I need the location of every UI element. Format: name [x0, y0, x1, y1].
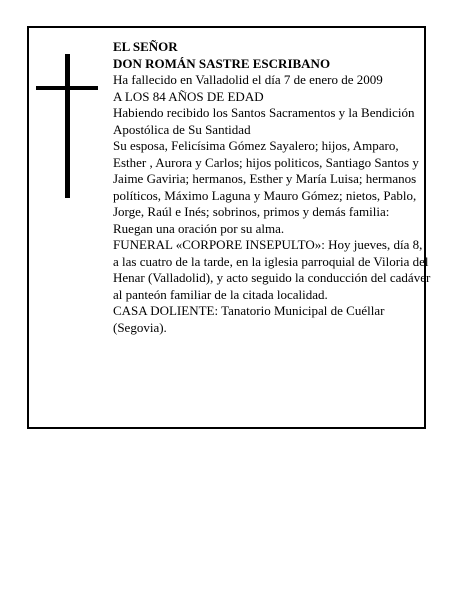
- deceased-name: DON ROMÁN SASTRE ESCRIBANO: [113, 55, 331, 71]
- age-line: A LOS 84 AÑOS DE EDAD: [113, 88, 264, 104]
- cross-horizontal-bar: [36, 86, 98, 90]
- funeral-paragraph: FUNERAL «CORPORE INSEPULTO»: Hoy jueves, día 8, a las cuatro de la tarde, en la iglesia parroquial de Viloria del Henar (Valladolid), y acto seguido la conducción del cadáver al panteón familiar de la citada localidad.: [113, 237, 431, 302]
- family-paragraph: Su esposa, Felicísima Gómez Sayalero; hijos, Amparo, Esther , Aurora y Carlos; hijos politicos, Santiago Santos y Jaime Gaviria; hermanos, Esther y María Luisa; hermanos políticos, Máximo Laguna y Mauro Gómez; nietos, Pablo, Jorge, Raúl e Inés; sobrinos, primos y demás familia:: [113, 138, 419, 219]
- sacraments-paragraph: Habiendo recibido los Santos Sacramentos y la Bendición Apostólica de Su Santidad: [113, 105, 415, 137]
- latin-cross-icon: [36, 54, 98, 198]
- death-info: Ha fallecido en Valladolid el día 7 de enero de 2009: [113, 72, 383, 87]
- prayer-request: Ruegan una oración por su alma.: [113, 220, 285, 236]
- mourning-house: CASA DOLIENTE: Tanatorio Municipal de Cuéllar (Segovia).: [113, 303, 385, 335]
- cross-vertical-bar: [65, 54, 70, 198]
- title-line-1: EL SEÑOR: [113, 39, 178, 54]
- obituary-text: [113, 39, 431, 336]
